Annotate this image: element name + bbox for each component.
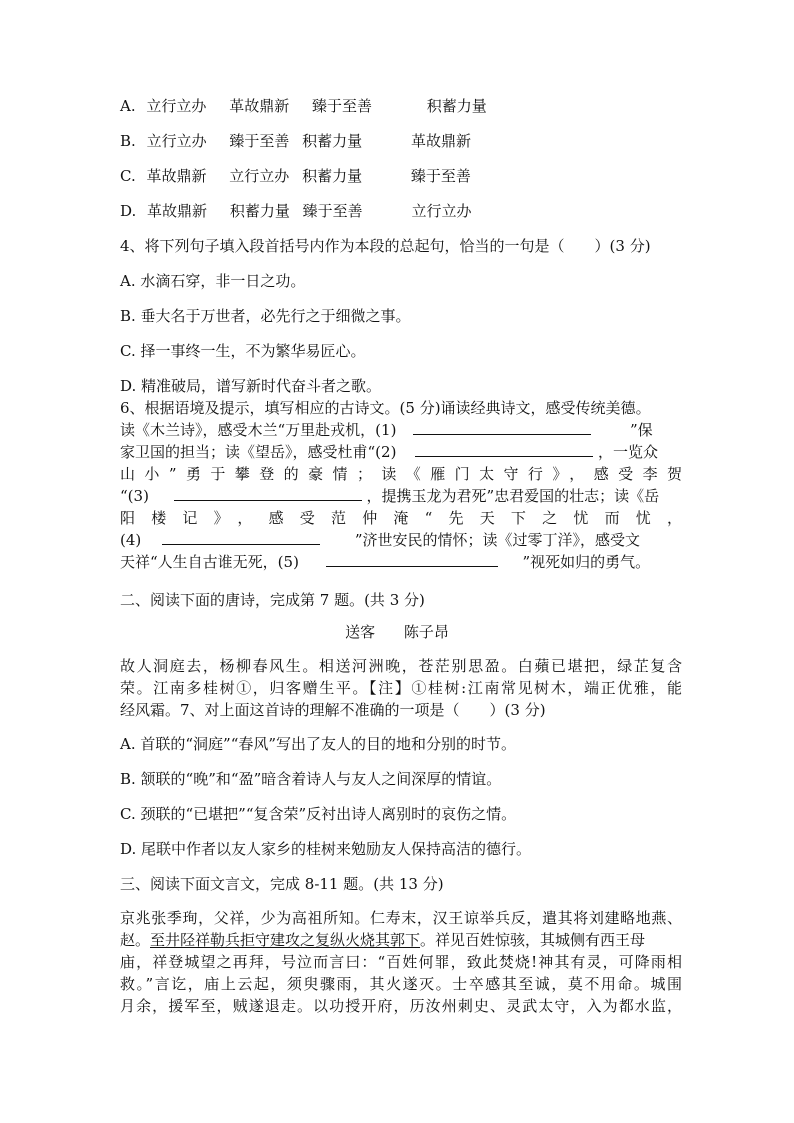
q7-option-d: D. 尾联中作者以友人家乡的桂树来勉励友人保持高洁的德行。 — [120, 840, 532, 858]
q4-option-d: D. 精准破局，谱写新时代奋斗者之歌。 — [120, 377, 382, 395]
q7-option-b: B. 颔联的“晚”和“盈”暗含着诗人与友人之间深厚的情谊。 — [120, 770, 502, 788]
passage-line-3: 庙，祥登城望之再拜，号泣而言曰：“百姓何罪，致此焚烧!神其有灵，可降雨相 — [120, 953, 682, 971]
passage-line-5: 月余，援军至，贼遂退走。以功授开府，历汝州刺史、灵武太守，入为都水监， — [120, 997, 682, 1015]
q6-line-2: 读《木兰诗》，感受木兰“万里赴戎机，(1) ”保 — [120, 421, 653, 439]
q3-b-item-1: 立行立办 — [146, 132, 207, 150]
q6-line-4: 山小”勇于攀登的豪情；读《雁门太守行》，感受李贺 — [120, 465, 682, 483]
poem-author: 陈子昂 — [403, 623, 449, 641]
q3-b-item-2: 臻于至善 — [229, 132, 290, 150]
passage-line-1: 京兆张季珣，父祥，少为高祖所知。仁寿末，汉王谅举兵反，遣其将刘建略地燕、 — [120, 909, 682, 927]
q4-option-c: C. 择一事终一生，不为繁华易匠心。 — [120, 342, 366, 360]
q3-d-item-2: 积蓄力量 — [229, 202, 290, 220]
poem-title: 送客 — [345, 623, 376, 641]
q7-option-a: A. 首联的“洞庭”“春风”写出了友人的目的地和分别的时节。 — [120, 735, 517, 753]
section-3-heading: 三、阅读下面文言文，完成 8-11 题。(共 13 分) — [120, 875, 444, 893]
poem-line-2: 荣。江南多桂树①，归客赠生平。【注】①桂树:江南常见树木，端正优雅，能 — [120, 679, 682, 697]
answer-blank-3[interactable] — [174, 486, 362, 501]
passage-line-2: 赵。至井陉祥勒兵拒守建攻之复纵火烧其郭下。祥见百姓惊骇，其城侧有西王母 — [120, 931, 646, 949]
q6-line-6: 阳楼记》，感受范仲淹“先天下之忧而忧， — [120, 509, 682, 527]
q3-a-item-2: 革故鼎新 — [229, 97, 290, 115]
q3-d-item-4: 立行立办 — [411, 202, 472, 220]
q4-option-b: B. 垂大名于万世者，必先行之于细微之事。 — [120, 307, 411, 325]
q3-a-item-4: 积蓄力量 — [426, 97, 487, 115]
passage-line-4: 救。”言讫，庙上云起，须臾骤雨，其火遂灭。士卒感其至诚，莫不用命。城围 — [120, 975, 682, 993]
answer-blank-1[interactable] — [413, 420, 591, 435]
answer-blank-5[interactable] — [326, 552, 498, 567]
q3-c-item-1: 革故鼎新 — [146, 167, 207, 185]
q3-d-item-3: 臻于至善 — [302, 202, 363, 220]
q3-option-d: D. 革故鼎新 积蓄力量 臻于至善 立行立办 — [120, 202, 472, 220]
poem-line-3: 经风霜。7、对上面这首诗的理解不准确的一项是（ ）(3 分) — [120, 701, 546, 719]
poem-title-line — [0, 622, 794, 642]
q6-line-7: (4) ”济世安民的情怀；读《过零丁洋》，感受文 — [120, 531, 640, 549]
q6-line-1: 6、根据语境及提示，填写相应的古诗文。(5 分)诵读经典诗文，感受传统美德。 — [120, 399, 651, 417]
answer-blank-2[interactable] — [415, 442, 593, 457]
section-2-heading: 二、阅读下面的唐诗，完成第 7 题。(共 3 分) — [120, 591, 425, 609]
q6-line-8: 天祥“人生自古谁无死，(5) ”视死如归的勇气。 — [120, 553, 651, 571]
poem-line-1: 故人洞庭去，杨柳春风生。相送河洲晚，苍茫别思盈。白蘋已堪把，绿芷复含 — [120, 657, 682, 675]
q3-b-item-3: 积蓄力量 — [302, 132, 363, 150]
q7-option-c: C. 颈联的“已堪把”“复含荣”反衬出诗人离别时的哀伤之情。 — [120, 805, 517, 823]
q3-option-a: A. 立行立办 革故鼎新 臻于至善 积蓄力量 — [120, 97, 487, 115]
q6-line-5: “(3) ，提携玉龙为君死”忠君爱国的壮志；读《岳 — [120, 487, 660, 505]
q3-c-item-4: 臻于至善 — [410, 167, 471, 185]
q3-a-item-1: 立行立办 — [146, 97, 207, 115]
q3-c-item-2: 立行立办 — [229, 167, 290, 185]
q3-b-item-4: 革故鼎新 — [410, 132, 471, 150]
q3-c-item-3: 积蓄力量 — [302, 167, 363, 185]
q3-d-item-1: 革故鼎新 — [147, 202, 208, 220]
q3-option-c: C. 革故鼎新 立行立办 积蓄力量 臻于至善 — [120, 167, 471, 185]
answer-blank-4[interactable] — [162, 530, 320, 545]
q4-stem: 4、将下列句子填入段首括号内作为本段的总起句，恰当的一句是（ ）(3 分) — [120, 237, 651, 255]
underlined-sentence: 至井陉祥勒兵拒守建攻之复纵火烧其郭下 — [150, 931, 421, 949]
q3-a-item-3: 臻于至善 — [311, 97, 372, 115]
q6-line-3: 家卫国的担当；读《望岳》，感受杜甫“(2) ，一览众 — [120, 443, 658, 461]
q4-option-a: A. 水滴石穿，非一日之功。 — [120, 272, 306, 290]
q3-option-b: B. 立行立办 臻于至善 积蓄力量 革故鼎新 — [120, 132, 471, 150]
